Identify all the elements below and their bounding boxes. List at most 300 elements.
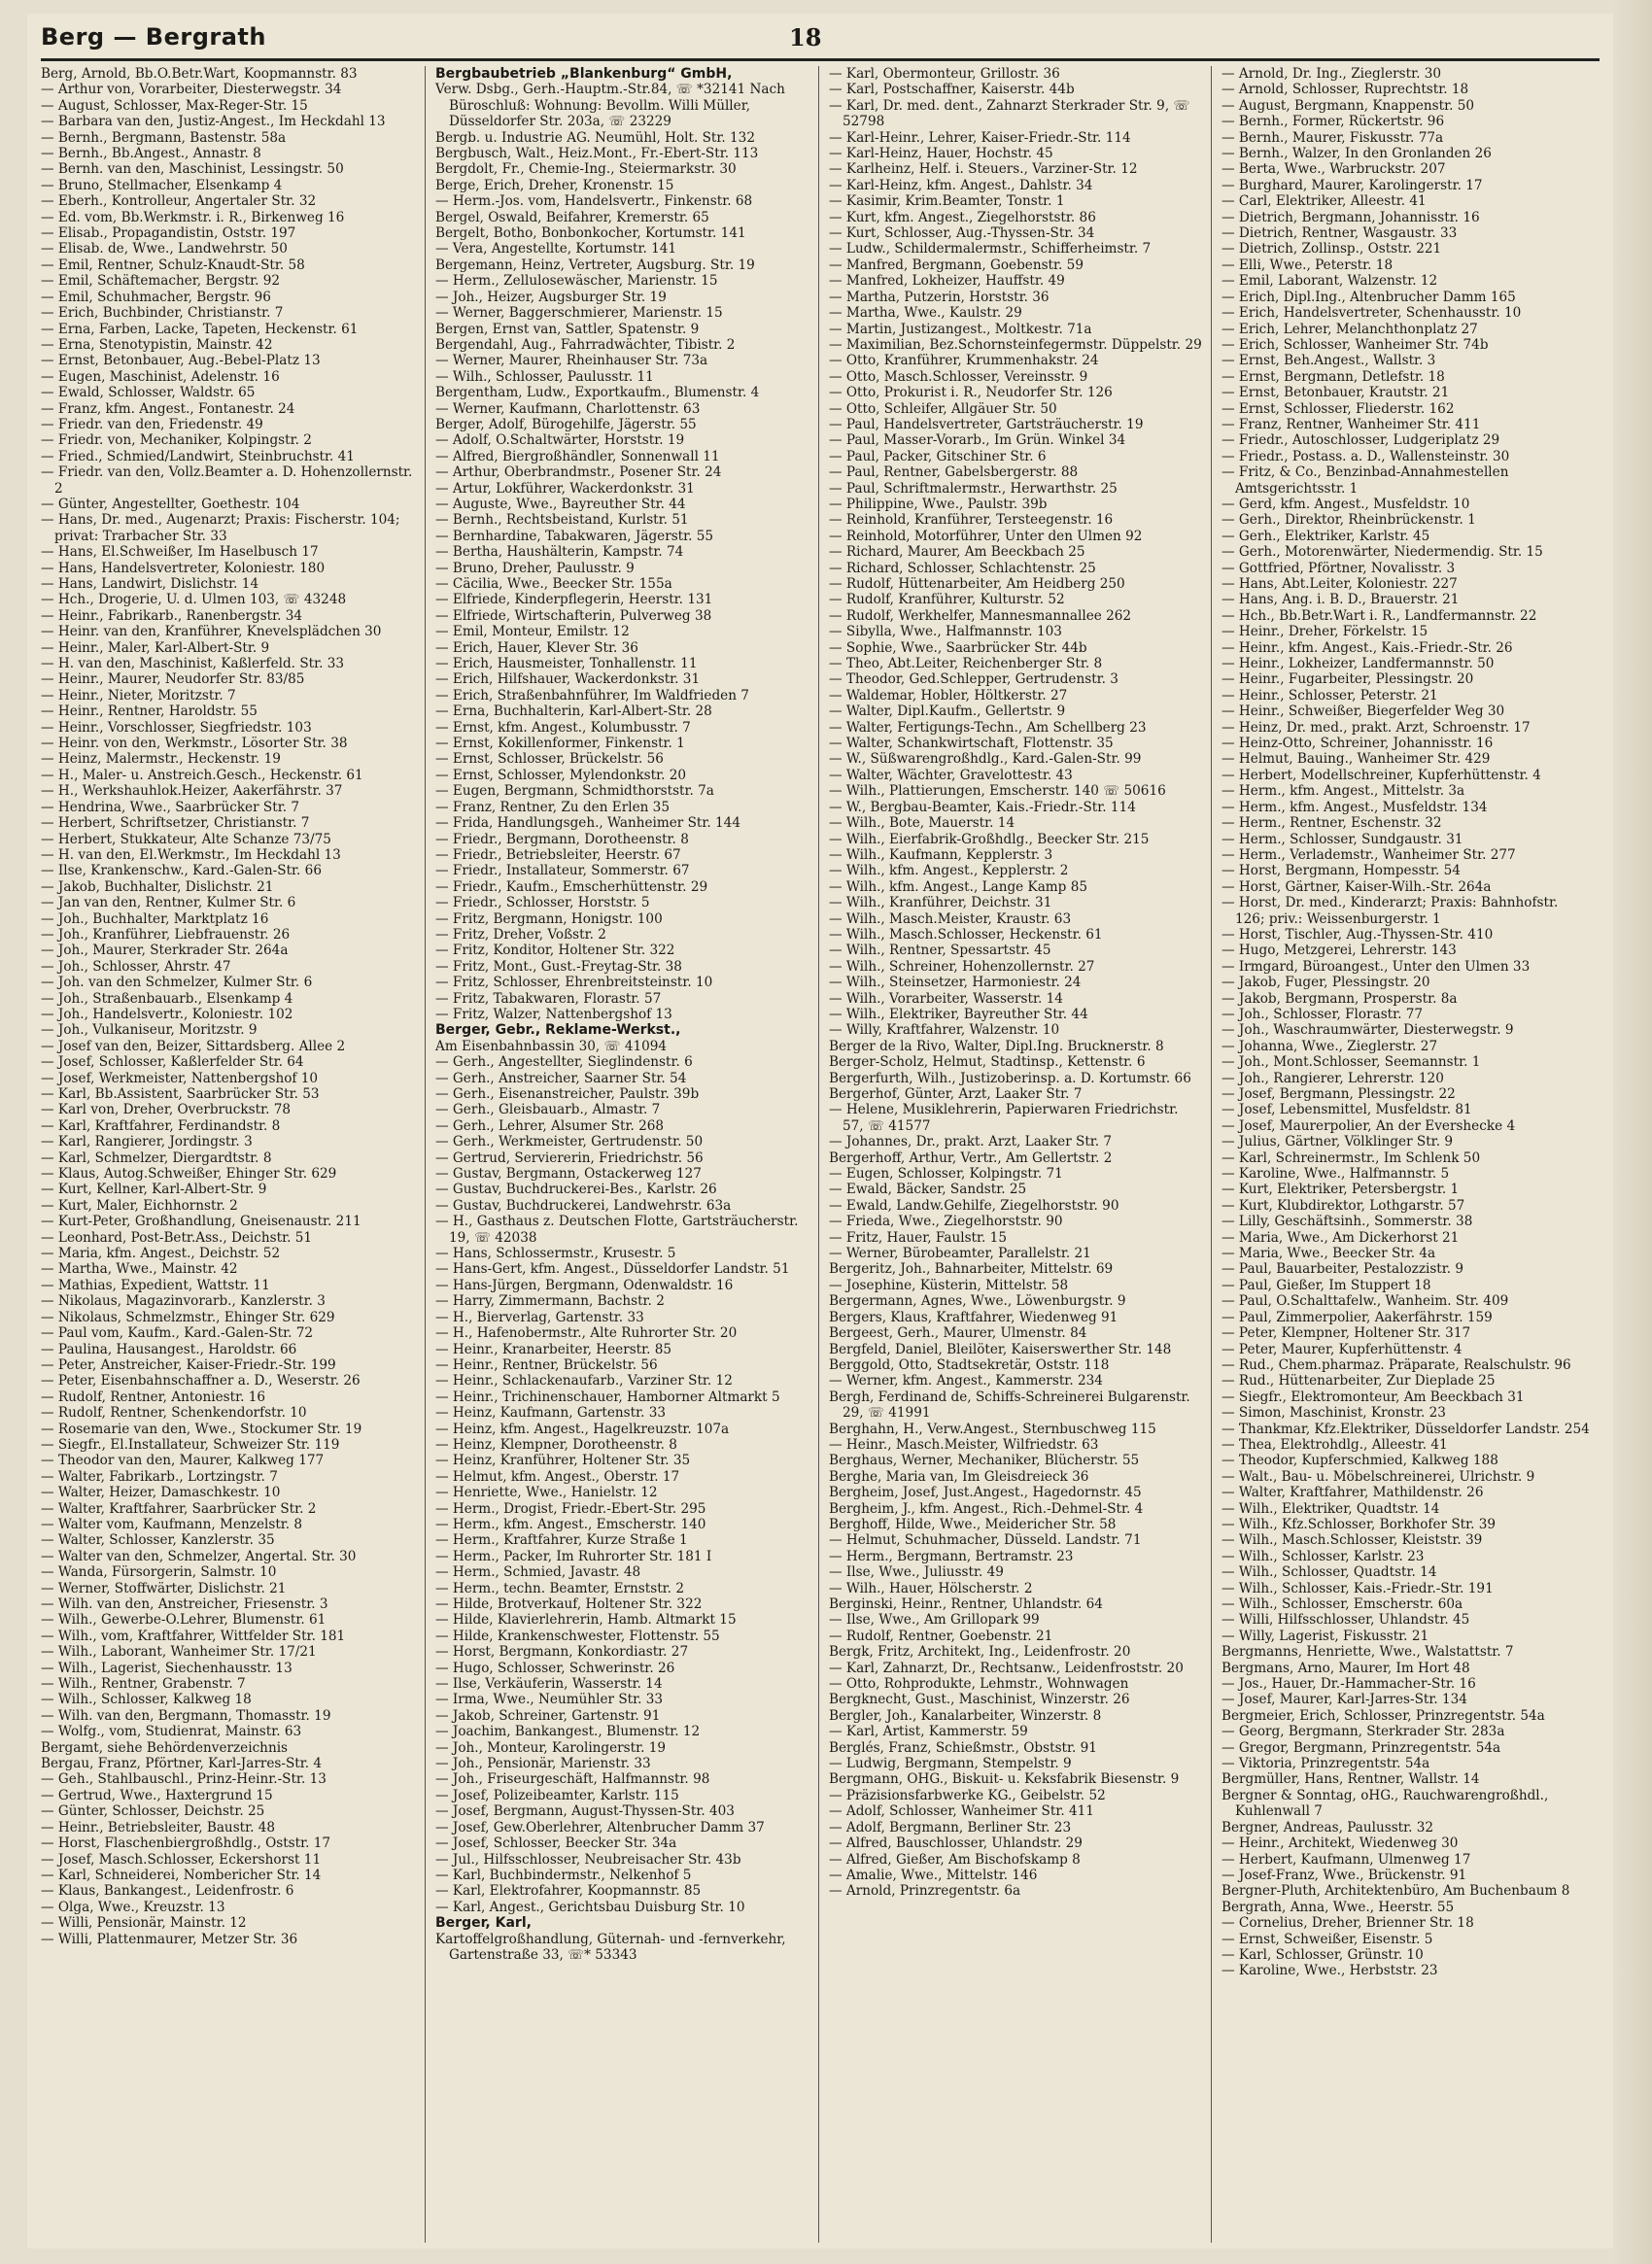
directory-entry: — Maria, Wwe., Beecker Str. 4a xyxy=(1222,1246,1436,1262)
directory-entry: — Walter vom, Kaufmann, Menzelstr. 8 xyxy=(41,1516,303,1532)
directory-entry: — Ernst, Betonbauer, Aug.-Bebel-Platz 13 xyxy=(41,353,321,369)
directory-entry: — Josephine, Küsterin, Mittelstr. 58 xyxy=(829,1277,1069,1293)
directory-entry: Berghahn, H., Verw.Angest., Sternbuschweg 115 xyxy=(829,1421,1156,1437)
directory-entry: — Manfred, Lokheizer, Hauffstr. 49 xyxy=(829,273,1065,290)
directory-entry: Bergemann, Heinz, Vertreter, Augsburg. Str. 19 xyxy=(435,257,755,273)
directory-entry: — Maximilian, Bez.Schornsteinfegermstr. Düppelstr. 29 xyxy=(829,336,1202,353)
directory-entry: — Wilh., Lagerist, Siechenhausstr. 13 xyxy=(41,1660,293,1676)
directory-entry: — Friedr., Bergmann, Dorotheenstr. 8 xyxy=(435,831,689,847)
directory-entry: — Jakob, Fuger, Plessingstr. 20 xyxy=(1222,975,1430,991)
directory-entry: — Josef, Lebensmittel, Musfeldstr. 81 xyxy=(1222,1102,1472,1118)
directory-entry: — Karl von, Dreher, Overbruckstr. 78 xyxy=(41,1102,292,1118)
directory-entry: — Josef van den, Beizer, Sittardsberg. Allee 2 xyxy=(41,1038,346,1054)
directory-entry: — Adolf, Schlosser, Wanheimer Str. 411 xyxy=(829,1803,1094,1820)
directory-entry: — Waldemar, Hobler, Höltkerstr. 27 xyxy=(829,687,1068,703)
directory-entry: — Wilh., Elektriker, Quadtstr. 14 xyxy=(1222,1500,1440,1517)
directory-entry: — Friedr. van den, Vollz.Beamter a. D. Hohenzollernstr. 2 xyxy=(41,464,413,497)
directory-entry: — Walter, Fertigungs-Techn., Am Schellberg 23 xyxy=(829,719,1147,736)
directory-entry: — Viktoria, Prinzregentstr. 54a xyxy=(1222,1756,1430,1772)
directory-entry: — Elli, Wwe., Peterstr. 18 xyxy=(1222,257,1394,273)
directory-entry: Bergfeld, Daniel, Bleilöter, Kaiserswerther Str. 148 xyxy=(829,1341,1172,1357)
directory-entry: — Wilh., Schlosser, Quadtstr. 14 xyxy=(1222,1564,1437,1581)
directory-entry: — Präzisionsfarbwerke KG., Geibelstr. 52 xyxy=(829,1787,1106,1803)
directory-entry: — Heinr., Masch.Meister, Wilfriedstr. 63 xyxy=(829,1436,1099,1453)
directory-entry: — Karl, Postschaffner, Kaiserstr. 44b xyxy=(829,82,1075,98)
directory-entry: — Karl-Heinr., Lehrer, Kaiser-Friedr.-Str. 114 xyxy=(829,129,1131,146)
directory-entry: — H., Bierverlag, Gartenstr. 33 xyxy=(435,1309,644,1325)
directory-entry: Bergamt, siehe Behördenverzeichnis xyxy=(41,1739,289,1756)
directory-entry: — Paul, Packer, Gitschiner Str. 6 xyxy=(829,448,1047,464)
directory-entry: — Bernh., Maurer, Fiskusstr. 77a xyxy=(1222,129,1444,146)
directory-entry: — Karl, Artist, Kammerstr. 59 xyxy=(829,1724,1028,1740)
directory-entry: — Elfriede, Wirtschafterin, Pulverweg 38 xyxy=(435,607,712,624)
directory-entry: Bergers, Klaus, Kraftfahrer, Wiedenweg 91 xyxy=(829,1309,1119,1325)
directory-entry: Bergk, Fritz, Architekt, Ing., Leidenfrostr. 20 xyxy=(829,1644,1131,1661)
directory-entry: — Johannes, Dr., prakt. Arzt, Laaker Str. 7 xyxy=(829,1134,1113,1150)
directory-entry: — Heinr., Nieter, Moritzstr. 7 xyxy=(41,687,236,703)
directory-entry: — Herm., Zellulosewäscher, Marienstr. 15 xyxy=(435,273,718,290)
directory-entry: — Werner, Kaufmann, Charlottenstr. 63 xyxy=(435,400,701,417)
directory-entry: — Joh., Schlosser, Florastr. 77 xyxy=(1222,1006,1424,1022)
directory-entry: — Kasimir, Krim.Beamter, Tonstr. 1 xyxy=(829,193,1065,210)
directory-entry: — Eberh., Kontrolleur, Angertaler Str. 32 xyxy=(41,193,317,210)
directory-entry: — Arthur, Oberbrandmstr., Posener Str. 24 xyxy=(435,464,722,481)
directory-entry: — Wilh., Eierfabrik-Großhdlg., Beecker Str. 215 xyxy=(829,831,1150,847)
directory-entry: — Josef, Werkmeister, Nattenbergshof 10 xyxy=(41,1070,319,1086)
directory-entry: — Wilh., Laborant, Wanheimer Str. 17/21 xyxy=(41,1644,317,1661)
directory-entry: Bergel, Oswald, Beifahrer, Kremerstr. 65 xyxy=(435,209,709,225)
directory-entry: Bergmeier, Erich, Schlosser, Prinzregentstr. 54a xyxy=(1222,1707,1545,1724)
directory-entry: — H., Hafenobermstr., Alte Ruhrorter Str. 20 xyxy=(435,1325,738,1342)
directory-entry: Bergau, Franz, Pförtner, Karl-Jarres-Str. 4 xyxy=(41,1756,323,1772)
directory-entry: — Leonhard, Post-Betr.Ass., Deichstr. 51 xyxy=(41,1229,313,1246)
directory-entry: — Emil, Monteur, Emilstr. 12 xyxy=(435,624,630,640)
directory-entry: — Herm., Schmied, Javastr. 48 xyxy=(435,1564,641,1581)
directory-entry: — Herm., Rentner, Eschenstr. 32 xyxy=(1222,815,1442,832)
directory-entry: — Jakob, Bergmann, Prosperstr. 8a xyxy=(1222,990,1458,1007)
directory-entry: — Kurt, Kellner, Karl-Albert-Str. 9 xyxy=(41,1182,267,1198)
page-number: 18 xyxy=(789,23,822,51)
directory-entry: — Joh., Mont.Schlosser, Seemannstr. 1 xyxy=(1222,1054,1481,1071)
directory-entry: — Josef-Franz, Wwe., Brückenstr. 91 xyxy=(1222,1867,1467,1883)
directory-entry: — Paul, O.Schalttafelw., Wanheim. Str. 409 xyxy=(1222,1293,1509,1310)
directory-entry: — Olga, Wwe., Kreuzstr. 13 xyxy=(41,1899,225,1915)
directory-entry: — Vera, Angestellte, Kortumstr. 141 xyxy=(435,241,677,257)
directory-entry: — Heinr., kfm. Angest., Kais.-Friedr.-Str. 26 xyxy=(1222,639,1513,656)
directory-entry: — Heinr., Trichinenschauer, Hamborner Altmarkt 5 xyxy=(435,1389,780,1405)
directory-entry: — Heinr., Fabrikarb., Ranenbergstr. 34 xyxy=(41,607,303,624)
directory-entry: — Wilh., Rentner, Grabenstr. 7 xyxy=(41,1676,246,1693)
directory-entry: — Wilh., kfm. Angest., Kepplerstr. 2 xyxy=(829,863,1069,879)
directory-entry: — Rudolf, Werkhelfer, Mannesmannallee 262 xyxy=(829,607,1132,624)
directory-entry: — Herm., Schlosser, Sundgaustr. 31 xyxy=(1222,831,1463,847)
directory-entry: Bergeritz, Joh., Bahnarbeiter, Mittelstr. 69 xyxy=(829,1261,1114,1278)
directory-entry: — Hilde, Klavierlehrerin, Hamb. Altmarkt 15 xyxy=(435,1612,737,1629)
directory-entry: — Burghard, Maurer, Karolingerstr. 17 xyxy=(1222,177,1483,193)
directory-entry: — Otto, Kranführer, Krummenhakstr. 24 xyxy=(829,353,1099,369)
directory-entry: — Josef, Maurer, Karl-Jarres-Str. 134 xyxy=(1222,1692,1467,1708)
directory-entry: — Erna, Stenotypistin, Mainstr. 42 xyxy=(41,336,273,353)
directory-entry: — Herbert, Kaufmann, Ulmenweg 17 xyxy=(1222,1851,1471,1868)
directory-entry: — Josef, Bergmann, August-Thyssen-Str. 403 xyxy=(435,1803,735,1820)
directory-entry: — Wilh., Steinsetzer, Harmoniestr. 24 xyxy=(829,975,1082,991)
directory-entry: — Ernst, Kokillenformer, Finkenstr. 1 xyxy=(435,736,685,752)
directory-entry: — Erich, Dipl.Ing., Altenbrucher Damm 165 xyxy=(1222,289,1516,305)
directory-entry: Bergentham, Ludw., Exportkaufm., Blumenstr. 4 xyxy=(435,385,760,401)
directory-entry: — Horst, Bergmann, Hompesstr. 54 xyxy=(1222,863,1461,879)
directory-entry: — Friedr., Schlosser, Horststr. 5 xyxy=(435,895,650,911)
directory-entry: — Heinz, Dr. med., prakt. Arzt, Schroenstr. 17 xyxy=(1222,719,1531,736)
directory-entry: — H. van den, El.Werkmstr., Im Heckdahl 13 xyxy=(41,846,341,863)
directory-entry: — Werner, kfm. Angest., Kammerstr. 234 xyxy=(829,1373,1103,1389)
directory-entry: — Heinr., Rentner, Brückelstr. 56 xyxy=(435,1356,658,1373)
directory-entry: Bergler, Joh., Kanalarbeiter, Winzerstr. 8 xyxy=(829,1707,1102,1724)
directory-entry: — Fritz, Bergmann, Honigstr. 100 xyxy=(435,910,663,927)
page-header xyxy=(41,23,1600,56)
directory-entry: — Eugen, Maschinist, Adelenstr. 16 xyxy=(41,368,280,385)
directory-entry: — Kurt, Schlosser, Aug.-Thyssen-Str. 34 xyxy=(829,225,1095,242)
directory-entry: — Hugo, Schlosser, Schwerinstr. 26 xyxy=(435,1660,675,1676)
directory-entry: — W., Süßwarengroßhdlg., Kard.-Galen-Str. 99 xyxy=(829,751,1142,768)
directory-entry: — Joh., Waschraumwärter, Diesterwegstr. 9 xyxy=(1222,1022,1514,1039)
directory-entry: Berginski, Heinr., Rentner, Uhlandstr. 64 xyxy=(829,1596,1103,1612)
directory-entry: — Heinz, Kranführer, Holtener Str. 35 xyxy=(435,1453,691,1469)
directory-entry: Berghe, Maria van, Im Gleisdreieck 36 xyxy=(829,1468,1089,1485)
directory-entry: — Werner, Baggerschmierer, Marienstr. 15 xyxy=(435,305,723,322)
directory-entry: — Reinhold, Motorführer, Unter den Ulmen 92 xyxy=(829,528,1143,544)
column-2 xyxy=(425,66,818,2243)
directory-entry: — Wilh., Masch.Schlosser, Kleiststr. 39 xyxy=(1222,1532,1483,1549)
directory-entry: — Barbara van den, Justiz-Angest., Im Heckdahl 13 xyxy=(41,114,386,130)
directory-entry: Berger, Karl, xyxy=(435,1915,532,1932)
directory-entry: — Karl, Obermonteur, Grillostr. 36 xyxy=(829,66,1060,82)
directory-entry: — Rosemarie van den, Wwe., Stockumer Str. 19 xyxy=(41,1421,362,1437)
directory-entry: — Gerh., Angestellter, Sieglindenstr. 6 xyxy=(435,1054,693,1071)
directory-entry: — Hendrina, Wwe., Saarbrücker Str. 7 xyxy=(41,799,299,815)
directory-entry: — Rud., Chem.pharmaz. Präparate, Realschulstr. 96 xyxy=(1222,1356,1571,1373)
directory-entry: — Fritz, & Co., Benzinbad-Annahmestellen Amtsgerichtsstr. 1 xyxy=(1222,464,1509,497)
directory-entry: — Horst, Bergmann, Konkordiastr. 27 xyxy=(435,1644,689,1661)
directory-entry: — Alfred, Bauschlosser, Uhlandstr. 29 xyxy=(829,1835,1083,1852)
directory-entry: — Walter, Dipl.Kaufm., Gellertstr. 9 xyxy=(829,703,1066,720)
directory-entry: — Irma, Wwe., Neumühler Str. 33 xyxy=(435,1692,664,1708)
directory-entry: — Wilh., Rentner, Spessartstr. 45 xyxy=(829,943,1051,959)
directory-entry: — Hans, Handelsvertreter, Koloniestr. 180 xyxy=(41,560,326,576)
directory-entry: — Wilh., Elektriker, Bayreuther Str. 44 xyxy=(829,1006,1088,1022)
directory-entry: — Wilh., Schlosser, Emscherstr. 60a xyxy=(1222,1596,1463,1612)
directory-entry: — Sophie, Wwe., Saarbrücker Str. 44b xyxy=(829,639,1087,656)
directory-entry: Berger de la Rivo, Walter, Dipl.Ing. Brucknerstr. 8 xyxy=(829,1038,1164,1054)
directory-entry: — Herbert, Stukkateur, Alte Schanze 73/75 xyxy=(41,831,331,847)
directory-entry: Bergdolt, Fr., Chemie-Ing., Steiermarkstr. 30 xyxy=(435,161,737,178)
directory-entry: — Kurt, Klubdirektor, Lothgarstr. 57 xyxy=(1222,1197,1465,1214)
directory-entry: — Erich, Straßenbahnführer, Im Waldfrieden 7 xyxy=(435,687,749,703)
directory-entry: — Wilh., Kranführer, Deichstr. 31 xyxy=(829,895,1052,911)
directory-entry: — Heinr., Dreher, Förkelstr. 15 xyxy=(1222,624,1428,640)
directory-entry: — Gerh., Lehrer, Alsumer Str. 268 xyxy=(435,1117,665,1134)
directory-entry: — Paul, Schriftmalermstr., Herwarthstr. 25 xyxy=(829,480,1118,497)
directory-entry: — Emil, Schäftemacher, Bergstr. 92 xyxy=(41,273,281,290)
directory-entry: — Eugen, Bergmann, Schmidthorststr. 7a xyxy=(435,783,714,800)
header-rule xyxy=(41,58,1600,61)
directory-entry: — Heinz-Otto, Schreiner, Johannisstr. 16 xyxy=(1222,736,1494,752)
directory-entry: — Walter, Kraftfahrer, Saarbrücker Str. 2 xyxy=(41,1500,317,1517)
directory-entry: — Friedr., Postass. a. D., Wallensteinstr. 30 xyxy=(1222,448,1510,464)
directory-entry: — Karl, Angest., Gerichtsbau Duisburg Str. 10 xyxy=(435,1899,745,1915)
directory-entry: — Gerh., Eisenanstreicher, Paulstr. 39b xyxy=(435,1086,700,1102)
directory-entry: — Manfred, Bergmann, Goebenstr. 59 xyxy=(829,257,1084,273)
directory-entry: — Walter, Wächter, Gravelottestr. 43 xyxy=(829,767,1073,783)
directory-entry: — Cäcilia, Wwe., Beecker Str. 155a xyxy=(435,576,672,592)
directory-entry: — August, Schlosser, Max-Reger-Str. 15 xyxy=(41,97,308,114)
directory-entry: — Otto, Schleifer, Allgäuer Str. 50 xyxy=(829,400,1057,417)
directory-entry: — Kurt-Peter, Großhandlung, Gneisenaustr. 211 xyxy=(41,1214,361,1230)
directory-entry: — Wilh., Hauer, Hölscherstr. 2 xyxy=(829,1580,1033,1596)
directory-entry: — Peter, Eisenbahnschaffner a. D., Weserstr. 26 xyxy=(41,1373,361,1389)
directory-entry: — Gustav, Buchdruckerei, Landwehrstr. 63a xyxy=(435,1197,732,1214)
directory-entry: — Arnold, Dr. Ing., Zieglerstr. 30 xyxy=(1222,66,1442,82)
directory-entry: — Philippine, Wwe., Paulstr. 39b xyxy=(829,496,1048,512)
directory-entry: — Dietrich, Zollinsp., Oststr. 221 xyxy=(1222,241,1442,257)
directory-entry: — Heinr., Fugarbeiter, Plessingstr. 20 xyxy=(1222,671,1474,688)
directory-entry: — Fried., Schmied/Landwirt, Steinbruchstr. 41 xyxy=(41,448,355,464)
directory-entry: — Herm., techn. Beamter, Ernststr. 2 xyxy=(435,1580,684,1596)
directory-entry: — Rudolf, Kranführer, Kulturstr. 52 xyxy=(829,592,1065,608)
directory-entry: — Werner, Bürobeamter, Parallelstr. 21 xyxy=(829,1246,1091,1262)
directory-entry: Bergeest, Gerh., Maurer, Ulmenstr. 84 xyxy=(829,1325,1087,1342)
directory-entry: — Auguste, Wwe., Bayreuther Str. 44 xyxy=(435,496,686,512)
directory-entry: — Walt., Bau- u. Möbelschreinerei, Ulrichstr. 9 xyxy=(1222,1468,1535,1485)
directory-entry: Bergendahl, Aug., Fahrradwächter, Tibistr. 2 xyxy=(435,336,736,353)
directory-entry: — Paul, Handelsvertreter, Gartsträucherstr. 19 xyxy=(829,416,1144,432)
directory-entry: — Peter, Maurer, Kupferhüttenstr. 4 xyxy=(1222,1341,1463,1357)
directory-entry: — Erna, Farben, Lacke, Tapeten, Heckenstr. 61 xyxy=(41,321,359,337)
directory-entry: — Erna, Buchhalterin, Karl-Albert-Str. 28 xyxy=(435,703,712,720)
directory-entry: — Sibylla, Wwe., Halfmannstr. 103 xyxy=(829,624,1062,640)
directory-entry: — Martin, Justizangest., Moltkestr. 71a xyxy=(829,321,1092,337)
directory-entry: — Karl, Schneiderei, Nombericher Str. 14 xyxy=(41,1867,322,1883)
directory-entry: — Wilh., Masch.Schlosser, Heckenstr. 61 xyxy=(829,926,1103,943)
directory-entry: — Gertrud, Serviererin, Friedrichstr. 56 xyxy=(435,1149,704,1166)
directory-entry: — Herm., Packer, Im Ruhrorter Str. 181 I xyxy=(435,1548,712,1564)
directory-entry: — Harry, Zimmermann, Bachstr. 2 xyxy=(435,1293,665,1310)
directory-entry: — Karoline, Wwe., Halfmannstr. 5 xyxy=(1222,1166,1450,1183)
directory-entry: — Karl, Rangierer, Jordingstr. 3 xyxy=(41,1134,253,1150)
directory-entry: — Heinr., Betriebsleiter, Baustr. 48 xyxy=(41,1819,276,1835)
directory-entry: — W., Bergbau-Beamter, Kais.-Friedr.-Str. 114 xyxy=(829,799,1136,815)
directory-entry: — Fritz, Konditor, Holtener Str. 322 xyxy=(435,943,675,959)
directory-entry: — Arnold, Schlosser, Ruprechtstr. 18 xyxy=(1222,82,1469,98)
directory-entry: Bergner & Sonntag, oHG., Rauchwarengroßhdl., Kuhlenwall 7 xyxy=(1222,1787,1549,1820)
directory-entry: — Willy, Kraftfahrer, Walzenstr. 10 xyxy=(829,1022,1060,1039)
directory-entry: — Hans, Abt.Leiter, Koloniestr. 227 xyxy=(1222,576,1458,592)
directory-entry: — Ernst, Betonbauer, Krautstr. 21 xyxy=(1222,385,1450,401)
directory-entry: — Paul, Gießer, Im Stuppert 18 xyxy=(1222,1277,1431,1293)
directory-entry: — Georg, Bergmann, Sterkrader Str. 283a xyxy=(1222,1724,1505,1740)
directory-entry: — Emil, Rentner, Schulz-Knaudt-Str. 58 xyxy=(41,257,305,273)
directory-entry: — Josef, Maurerpolier, An der Evershecke 4 xyxy=(1222,1117,1516,1134)
directory-entry: — Bernh., Former, Rückertstr. 96 xyxy=(1222,114,1445,130)
directory-entry: — Alfred, Biergroßhändler, Sonnenwall 11 xyxy=(435,448,720,464)
directory-entry: — Ewald, Landw.Gehilfe, Ziegelhorststr. 90 xyxy=(829,1197,1119,1214)
directory-entry: — Theodor van den, Maurer, Kalkweg 177 xyxy=(41,1453,325,1469)
directory-entry: — Karl, Schlosser, Grünstr. 10 xyxy=(1222,1946,1424,1963)
directory-entry: Berger, Adolf, Bürogehilfe, Jägerstr. 55 xyxy=(435,416,697,432)
directory-entry: — Siegfr., Elektromonteur, Am Beeckbach 31 xyxy=(1222,1389,1525,1405)
directory-entry: — Heinr., Rentner, Haroldstr. 55 xyxy=(41,703,258,720)
directory-entry: Bergmanns, Henriette, Wwe., Walstattstr. 7 xyxy=(1222,1644,1514,1661)
directory-entry: — Paul, Rentner, Gabelsbergerstr. 88 xyxy=(829,464,1079,481)
directory-entry: — Wilh., Schlosser, Kais.-Friedr.-Str. 191 xyxy=(1222,1580,1494,1596)
directory-entry: — Gerh., Anstreicher, Saarner Str. 54 xyxy=(435,1070,687,1086)
directory-entry: — Karl, Schreinermstr., Im Schlenk 50 xyxy=(1222,1149,1481,1166)
directory-entry: — Josef, Bergmann, Plessingstr. 22 xyxy=(1222,1086,1456,1102)
directory-entry: — Kurt, Elektriker, Petersbergstr. 1 xyxy=(1222,1182,1460,1198)
directory-entry: — Karl-Heinz, Hauer, Hochstr. 45 xyxy=(829,146,1053,162)
directory-entry: — Horst, Gärtner, Kaiser-Wilh.-Str. 264a xyxy=(1222,878,1492,895)
directory-entry: — Wilh., Masch.Meister, Kraustr. 63 xyxy=(829,910,1072,927)
directory-entry: — Herbert, Modellschreiner, Kupferhüttenstr. 4 xyxy=(1222,767,1541,783)
directory-entry: Bergner, Andreas, Paulusstr. 32 xyxy=(1222,1819,1434,1835)
directory-entry: — Paulina, Hausangest., Haroldstr. 66 xyxy=(41,1341,297,1357)
directory-entry: — H. van den, Maschinist, Kaßlerfeld. Str. 33 xyxy=(41,656,345,672)
directory-entry: — Ernst, Bergmann, Detlefstr. 18 xyxy=(1222,368,1445,385)
directory-entry: — Bernhardine, Tabakwaren, Jägerstr. 55 xyxy=(435,528,714,544)
directory-entry: — Karlheinz, Helf. i. Steuers., Varziner-Str. 12 xyxy=(829,161,1138,178)
directory-entry: — Cornelius, Dreher, Brienner Str. 18 xyxy=(1222,1915,1474,1932)
directory-entry: — Otto, Rohprodukte, Lehmstr., Wohnwagen xyxy=(829,1676,1129,1693)
directory-entry: — Elisab. de, Wwe., Landwehrstr. 50 xyxy=(41,241,288,257)
directory-entry: — Heinr., Architekt, Wiedenweg 30 xyxy=(1222,1835,1459,1852)
directory-entry: — Wilh., Plattierungen, Emscherstr. 140 ☏ 50616 xyxy=(829,783,1166,800)
directory-entry: — Gerh., Elektriker, Karlstr. 45 xyxy=(1222,528,1430,544)
directory-entry: Bergheim, J., kfm. Angest., Rich.-Dehmel-Str. 4 xyxy=(829,1500,1144,1517)
directory-entry: — Hans, El.Schweißer, Im Haselbusch 17 xyxy=(41,544,319,561)
directory-entry: — Ewald, Schlosser, Waldstr. 65 xyxy=(41,385,256,401)
directory-entry: — Walter, Schlosser, Kanzlerstr. 35 xyxy=(41,1532,275,1549)
directory-entry: — Willi, Pensionär, Mainstr. 12 xyxy=(41,1915,247,1932)
directory-entry: — Hans-Jürgen, Bergmann, Odenwaldstr. 16 xyxy=(435,1277,734,1293)
directory-entry: — Fritz, Schlosser, Ehrenbreitsteinstr. 10 xyxy=(435,975,713,991)
directory-entry: — Joh., Schlosser, Ahrstr. 47 xyxy=(41,958,231,975)
directory-entry: — Maria, kfm. Angest., Deichstr. 52 xyxy=(41,1246,281,1262)
directory-entry: — Elfriede, Kinderpflegerin, Heerstr. 131 xyxy=(435,592,713,608)
directory-entry: Verw. Dsbg., Gerh.-Hauptm.-Str.84, ☏ *32141 Nach Büroschluß: Wohnung: Bevollm. Willi Müller, Düsseldorfer Str. 203a, ☏ 23229 xyxy=(435,82,785,130)
running-header: Berg — Bergrath xyxy=(41,23,266,51)
directory-entry: — Wilh., Gewerbe-O.Lehrer, Blumenstr. 61 xyxy=(41,1612,327,1629)
directory-entry: Bergb. u. Industrie AG. Neumühl, Holt. Str. 132 xyxy=(435,129,755,146)
directory-entry: — Erich, Schlosser, Wanheimer Str. 74b xyxy=(1222,336,1489,353)
directory-entry: — Peter, Anstreicher, Kaiser-Friedr.-Str. 199 xyxy=(41,1356,336,1373)
directory-entry: Berger-Scholz, Helmut, Stadtinsp., Kettenstr. 6 xyxy=(829,1054,1146,1071)
directory-entry: — Joh., Maurer, Sterkrader Str. 264a xyxy=(41,943,289,959)
directory-entry: — Franz, Rentner, Zu den Erlen 35 xyxy=(435,799,670,815)
directory-entry: — Heinr., Schlackenaufarb., Varziner Str. 12 xyxy=(435,1373,733,1389)
directory-entry: — Joh., Friseurgeschäft, Halfmannstr. 98 xyxy=(435,1771,710,1788)
directory-entry: — H., Gasthaus z. Deutschen Flotte, Gartsträucherstr. 19, ☏ 42038 xyxy=(435,1214,799,1246)
directory-entry: — Arnold, Prinzregentstr. 6a xyxy=(829,1883,1021,1900)
directory-entry: — Peter, Klempner, Holtener Str. 317 xyxy=(1222,1325,1471,1342)
directory-entry: — Günter, Schlosser, Deichstr. 25 xyxy=(41,1803,265,1820)
directory-entry: — Fritz, Tabakwaren, Florastr. 57 xyxy=(435,990,662,1007)
directory-entry: — Heinr. van den, Kranführer, Knevelsplädchen 30 xyxy=(41,624,382,640)
directory-entry: — Alfred, Gießer, Am Bischofskamp 8 xyxy=(829,1851,1081,1868)
directory-entry: — Josef, Masch.Schlosser, Eckershorst 11 xyxy=(41,1851,322,1868)
directory-entry: — Friedr., Autoschlosser, Ludgeriplatz 29 xyxy=(1222,432,1500,449)
directory-entry: — Joh., Buchhalter, Marktplatz 16 xyxy=(41,910,269,927)
directory-entry: — Hch., Drogerie, U. d. Ulmen 103, ☏ 43248 xyxy=(41,592,347,608)
directory-entry: — Wilh., Bote, Mauerstr. 14 xyxy=(829,815,1015,832)
directory-entry: — Josef, Schlosser, Kaßlerfelder Str. 64 xyxy=(41,1054,304,1071)
directory-entry: — Frida, Handlungsgeh., Wanheimer Str. 144 xyxy=(435,815,740,832)
directory-entry: — Wilh., Vorarbeiter, Wasserstr. 14 xyxy=(829,990,1063,1007)
directory-entry: Bergerhof, Günter, Arzt, Laaker Str. 7 xyxy=(829,1086,1083,1102)
directory-entry: — Erich, Hausmeister, Tonhallenstr. 11 xyxy=(435,656,698,672)
directory-entry: — Helmut, kfm. Angest., Oberstr. 17 xyxy=(435,1468,680,1485)
directory-entry: — Heinz, Kaufmann, Gartenstr. 33 xyxy=(435,1405,667,1422)
directory-columns xyxy=(41,66,1600,2243)
directory-entry: — August, Bergmann, Knappenstr. 50 xyxy=(1222,97,1475,114)
directory-entry: — Herm., Verlademstr., Wanheimer Str. 277 xyxy=(1222,846,1516,863)
directory-entry: — Josef, Polizeibeamter, Karlstr. 115 xyxy=(435,1787,679,1803)
directory-entry: — Wilh., Schlosser, Karlstr. 23 xyxy=(1222,1548,1425,1564)
directory-entry: — Walter, Heizer, Damaschkestr. 10 xyxy=(41,1485,281,1501)
directory-entry: — Karl, Zahnarzt, Dr., Rechtsanw., Leidenfroststr. 20 xyxy=(829,1660,1184,1676)
directory-entry: — Theo, Abt.Leiter, Reichenberger Str. 8 xyxy=(829,656,1103,672)
directory-entry: — Thankmar, Kfz.Elektriker, Düsseldorfer Landstr. 254 xyxy=(1222,1421,1590,1437)
directory-entry: — Karl, Elektrofahrer, Koopmannstr. 85 xyxy=(435,1883,702,1900)
directory-entry: Am Eisenbahnbassin 30, ☏ 41094 xyxy=(435,1038,668,1054)
directory-entry: Bergelt, Botho, Bonbonkocher, Kortumstr. 141 xyxy=(435,225,746,242)
directory-entry: — Wilh., kfm. Angest., Lange Kamp 85 xyxy=(829,878,1088,895)
directory-entry: — Bruno, Dreher, Paulusstr. 9 xyxy=(435,560,635,576)
directory-entry: Bergmans, Arno, Maurer, Im Hort 48 xyxy=(1222,1660,1470,1676)
directory-entry: — Otto, Masch.Schlosser, Vereinsstr. 9 xyxy=(829,368,1088,385)
directory-entry: — Karl, Dr. med. dent., Zahnarzt Sterkrader Str. 9, ☏ 52798 xyxy=(829,97,1190,130)
directory-entry: Bergner-Pluth, Architektenbüro, Am Buchenbaum 8 xyxy=(1222,1883,1570,1900)
directory-entry: — Dietrich, Bergmann, Johannisstr. 16 xyxy=(1222,209,1480,225)
directory-entry: — Arthur von, Vorarbeiter, Diesterwegstr. 34 xyxy=(41,82,342,98)
directory-entry: Bergen, Ernst van, Sattler, Spatenstr. 9 xyxy=(435,321,700,337)
directory-entry: — Herbert, Schriftsetzer, Christianstr. 7 xyxy=(41,815,310,832)
directory-entry: — Fritz, Hauer, Faulstr. 15 xyxy=(829,1229,1007,1246)
directory-entry: Berggold, Otto, Stadtsekretär, Oststr. 118 xyxy=(829,1356,1110,1373)
directory-entry: — Herm., Kraftfahrer, Kurze Straße 1 xyxy=(435,1532,688,1549)
directory-entry: — Paul, Zimmerpolier, Aakerfährstr. 159 xyxy=(1222,1309,1493,1325)
directory-entry: — Ernst, Schlosser, Brückelstr. 56 xyxy=(435,751,664,768)
directory-entry: — Heinr., Lokheizer, Landfermannstr. 50 xyxy=(1222,656,1495,672)
directory-entry: — Wilh. van den, Bergmann, Thomasstr. 19 xyxy=(41,1707,331,1724)
directory-entry: — Emil, Laborant, Walzenstr. 12 xyxy=(1222,273,1438,290)
directory-entry: — Jul., Hilfsschlosser, Neubreisacher Str. 43b xyxy=(435,1851,741,1868)
directory-entry: — Wilh., Schreiner, Hohenzollernstr. 27 xyxy=(829,958,1095,975)
directory-entry: — Martha, Wwe., Mainstr. 42 xyxy=(41,1261,238,1278)
directory-entry: — Nikolaus, Magazinvorarb., Kanzlerstr. 3 xyxy=(41,1293,326,1310)
directory-entry: — Franz, kfm. Angest., Fontanestr. 24 xyxy=(41,400,295,417)
directory-entry: Bergrath, Anna, Wwe., Heerstr. 55 xyxy=(1222,1899,1455,1915)
directory-entry: — Heinz, Malermstr., Heckenstr. 19 xyxy=(41,751,281,768)
directory-entry: Bergermann, Agnes, Wwe., Löwenburgstr. 9 xyxy=(829,1293,1126,1310)
directory-entry: — Friedr. van den, Friedenstr. 49 xyxy=(41,416,263,432)
directory-entry: — Joh., Straßenbauarb., Elsenkamp 4 xyxy=(41,990,293,1007)
directory-entry: — Wilh., Kfz.Schlosser, Borkhofer Str. 39 xyxy=(1222,1516,1497,1532)
column-3 xyxy=(818,66,1211,2243)
directory-entry: Bergknecht, Gust., Maschinist, Winzerstr. 26 xyxy=(829,1692,1130,1708)
directory-entry: — Erich, Buchbinder, Christianstr. 7 xyxy=(41,305,284,322)
directory-entry: — Gustav, Bergmann, Ostackerweg 127 xyxy=(435,1166,702,1183)
directory-entry: — Karl, Bb.Assistent, Saarbrücker Str. 53 xyxy=(41,1086,320,1102)
directory-entry: — Gertrud, Wwe., Haxtergrund 15 xyxy=(41,1787,273,1803)
